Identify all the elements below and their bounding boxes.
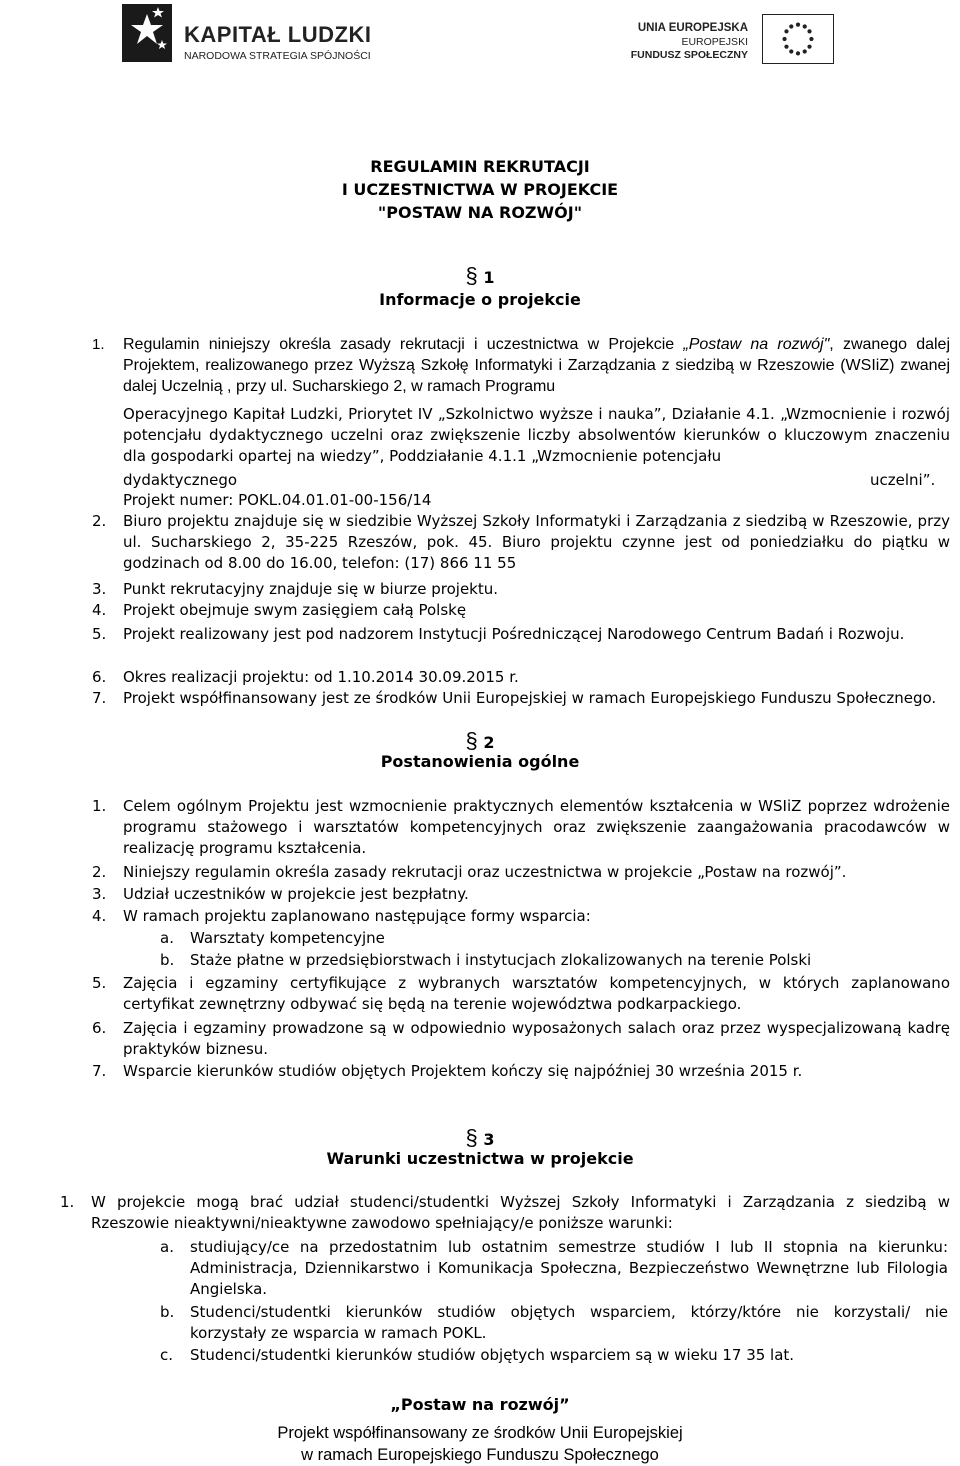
- section-3-heading: Warunki uczestnictwa w projekcie: [326, 1149, 634, 1168]
- section-2-item-6: Zajęcia i egzaminy prowadzone są w odpowiednio wyposażonych salach oraz przez wyspecjalizowaną kadrę praktyków biznesu.: [123, 1019, 950, 1058]
- paragraph-sign: §: [465, 728, 478, 753]
- section-1-heading: Informacje o projekcie: [379, 290, 581, 309]
- section-3-item-1c: Studenci/studentki kierunków studiów objętych wsparciem są w wieku 17 35 lat.: [190, 1346, 795, 1364]
- section-1-item-4: Projekt obejmuje swym zasięgiem całą Polskę: [123, 601, 467, 619]
- footer-line-2: w ramach Europejskiego Funduszu Społecznego: [301, 1446, 659, 1464]
- section-1-item-1-part-d-left: dydaktycznego: [123, 471, 238, 489]
- section-3-item-1a: studiujący/ce na przedostatnim lub ostatnim semestrze studiów I lub II stopnia na kierunku: Administracja, Dziennikarstwo i Komunikacja Społeczna, Bezpieczeństwo Wewnętrzne lub Filologia Angielska.: [190, 1238, 948, 1298]
- section-2-item-2: Niniejszy regulamin określa zasady rekrutacji oraz uczestnictwa w projekcie „Postaw na rozwój”.: [123, 863, 847, 881]
- section-2-heading: Postanowienia ogólne: [380, 752, 580, 771]
- section-number: 3: [483, 1130, 495, 1149]
- section-1-item-5: Projekt realizowany jest pod nadzorem Instytucji Pośredniczącej Narodowego Centrum Badań i Rozwoju.: [123, 625, 905, 643]
- item-text: Regulamin niniejszy określa zasady rekrutacji i uczestnictwa w Projekcie: [123, 336, 684, 353]
- section-3-item-1b: Studenci/studentki kierunków studiów objętych wsparciem, którzy/które nie korzystali/ nie korzystały ze wsparcia w ramach POKL.: [190, 1303, 948, 1342]
- list-letter: b.: [160, 951, 175, 969]
- list-number: 3.: [92, 580, 107, 598]
- list-number: 4.: [92, 907, 107, 925]
- section-1-item-7: Projekt współfinansowany jest ze środków Unii Europejskiej w ramach Europejskiego Funduszu Społecznego.: [123, 689, 937, 707]
- list-number: 1.: [92, 336, 105, 353]
- list-number: 5.: [92, 625, 107, 643]
- logo-kl-subtitle: NARODOWA STRATEGIA SPÓJNOŚCI: [184, 50, 371, 62]
- section-1-item-1-part-d-right: uczelni”.: [870, 471, 936, 489]
- list-number: 6.: [92, 1019, 107, 1037]
- list-number: 3.: [92, 885, 107, 903]
- list-number: 6.: [92, 668, 107, 686]
- section-2-item-4b: Staże płatne w przedsiębiorstwach i instytucjach zlokalizowanych na terenie Polski: [190, 951, 812, 969]
- section-1-item-1-part-e: Projekt numer: POKL.04.01.01-00-156/14: [123, 491, 432, 509]
- list-number: 7.: [92, 1062, 107, 1080]
- section-2-item-3: Udział uczestników w projekcie jest bezpłatny.: [123, 885, 469, 903]
- section-3-item-1: W projekcie mogą brać udział studenci/studentki Wyższej Szkoły Informatyki i Zarządzania z siedzibą w Rzeszowie nieaktywni/nieaktywne zawodowo spełniający/e poniższe warunki:: [91, 1193, 950, 1232]
- list-number: 2.: [92, 863, 107, 881]
- section-2-item-5: Zajęcia i egzaminy certyfikujące z wybranych warsztatów kompetencyjnych, w których zaplanowano certyfikat zewnętrzny odbywać się będą na terenie województwa podkarpackiego.: [123, 974, 950, 1013]
- footer-slogan: „Postaw na rozwój”: [390, 1395, 570, 1414]
- section-number: 1: [483, 268, 495, 287]
- section-1-item-3: Punkt rekrutacyjny znajduje się w biurze projektu.: [123, 580, 499, 598]
- logo-kl-name: KAPITAŁ LUDZKI: [184, 22, 372, 47]
- eu-flag-icon: [762, 14, 834, 64]
- section-1-number: [0, 265, 960, 289]
- list-number: 1.: [60, 1193, 75, 1211]
- section-2-item-4a: Warsztaty kompetencyjne: [190, 929, 385, 947]
- item-text: , zwanego dalej Projektem, realizowanego przez Wyższą Szkołę Informatyki i Zarządzania z siedzibą w Rzeszowie (WSIiZ) zwanej dalej Uczelnią , przy ul. Sucharskiego 2, w ramach Programu: [123, 336, 951, 395]
- list-number: 1.: [92, 797, 107, 815]
- list-letter: a.: [160, 1238, 174, 1256]
- paragraph-sign: §: [465, 263, 478, 288]
- logo-ue-line1: UNIA EUROPEJSKA: [637, 22, 748, 34]
- section-1-item-2: Biuro projektu znajduje się w siedzibie Wyższej Szkoły Informatyki i Zarządzania z siedzibą w Rzeszowie, przy ul. Sucharskiego 2, 35-225 Rzeszów, pok. 45. Biuro projektu czynne jest od poniedziałku do piątku w godzinach od 8.00 do 16.00, telefon: (17) 866 11 55: [123, 512, 950, 572]
- project-name: „Postaw na rozwój": [683, 336, 830, 353]
- section-1-item-6: Okres realizacji projektu: od 1.10.2014 30.09.2015 r.: [123, 668, 519, 686]
- footer-line-1: Projekt współfinansowany ze środków Unii Europejskiej: [277, 1424, 683, 1442]
- list-number: 7.: [92, 689, 107, 707]
- section-1-item-1-part-c: Operacyjnego Kapitał Ludzki, Priorytet IV „Szkolnictwo wyższe i nauka”, Działanie 4.1. „Wzmocnienie i rozwój potencjału dydaktycznego uczelni oraz zwiększenie liczby absolwentów kierunków o kluczowym znaczeniu dla gospodarki opartej na wiedzy”, Poddziałanie 4.1.1 „Wzmocnienie potencjału: [123, 405, 950, 465]
- list-letter: c.: [160, 1346, 174, 1364]
- document-title-line-1: REGULAMIN REKRUTACJI: [370, 157, 590, 176]
- list-letter: b.: [160, 1303, 175, 1321]
- kapital-ludzki-emblem-icon: [122, 4, 172, 62]
- document-title-line-2: I UCZESTNICTWA W PROJEKCIE: [341, 180, 619, 199]
- document-title-line-3: "POSTAW NA ROZWÓJ": [377, 203, 583, 222]
- list-number: 2.: [92, 512, 107, 530]
- paragraph-sign: §: [465, 1125, 478, 1150]
- list-number: 5.: [92, 974, 107, 992]
- footer-cofinancing-note: [0, 1422, 960, 1466]
- logo-ue-line3: FUNDUSZ SPOŁECZNY: [630, 49, 748, 61]
- logo-kapital-ludzki: [122, 4, 372, 80]
- list-letter: a.: [160, 929, 174, 947]
- section-number: 2: [483, 733, 495, 752]
- logo-ue-efs: [632, 14, 852, 74]
- list-number: 4.: [92, 601, 107, 619]
- section-2-item-4: W ramach projektu zaplanowano następujące formy wsparcia:: [123, 907, 591, 925]
- logo-ue-line2: EUROPEJSKI: [681, 36, 748, 48]
- section-2-item-7: Wsparcie kierunków studiów objętych Projektem kończy się najpóźniej 30 września 2015 r.: [123, 1062, 803, 1080]
- section-1-item-1-part-a: [123, 334, 950, 397]
- section-2-item-1: Celem ogólnym Projektu jest wzmocnienie praktycznych elementów kształcenia w WSIiZ poprzez wdrożenie programu stażowego i warsztatów kompetencyjnych oraz zwiększenie zaangażowania pracodawców w realizację programu kształcenia.: [123, 797, 950, 857]
